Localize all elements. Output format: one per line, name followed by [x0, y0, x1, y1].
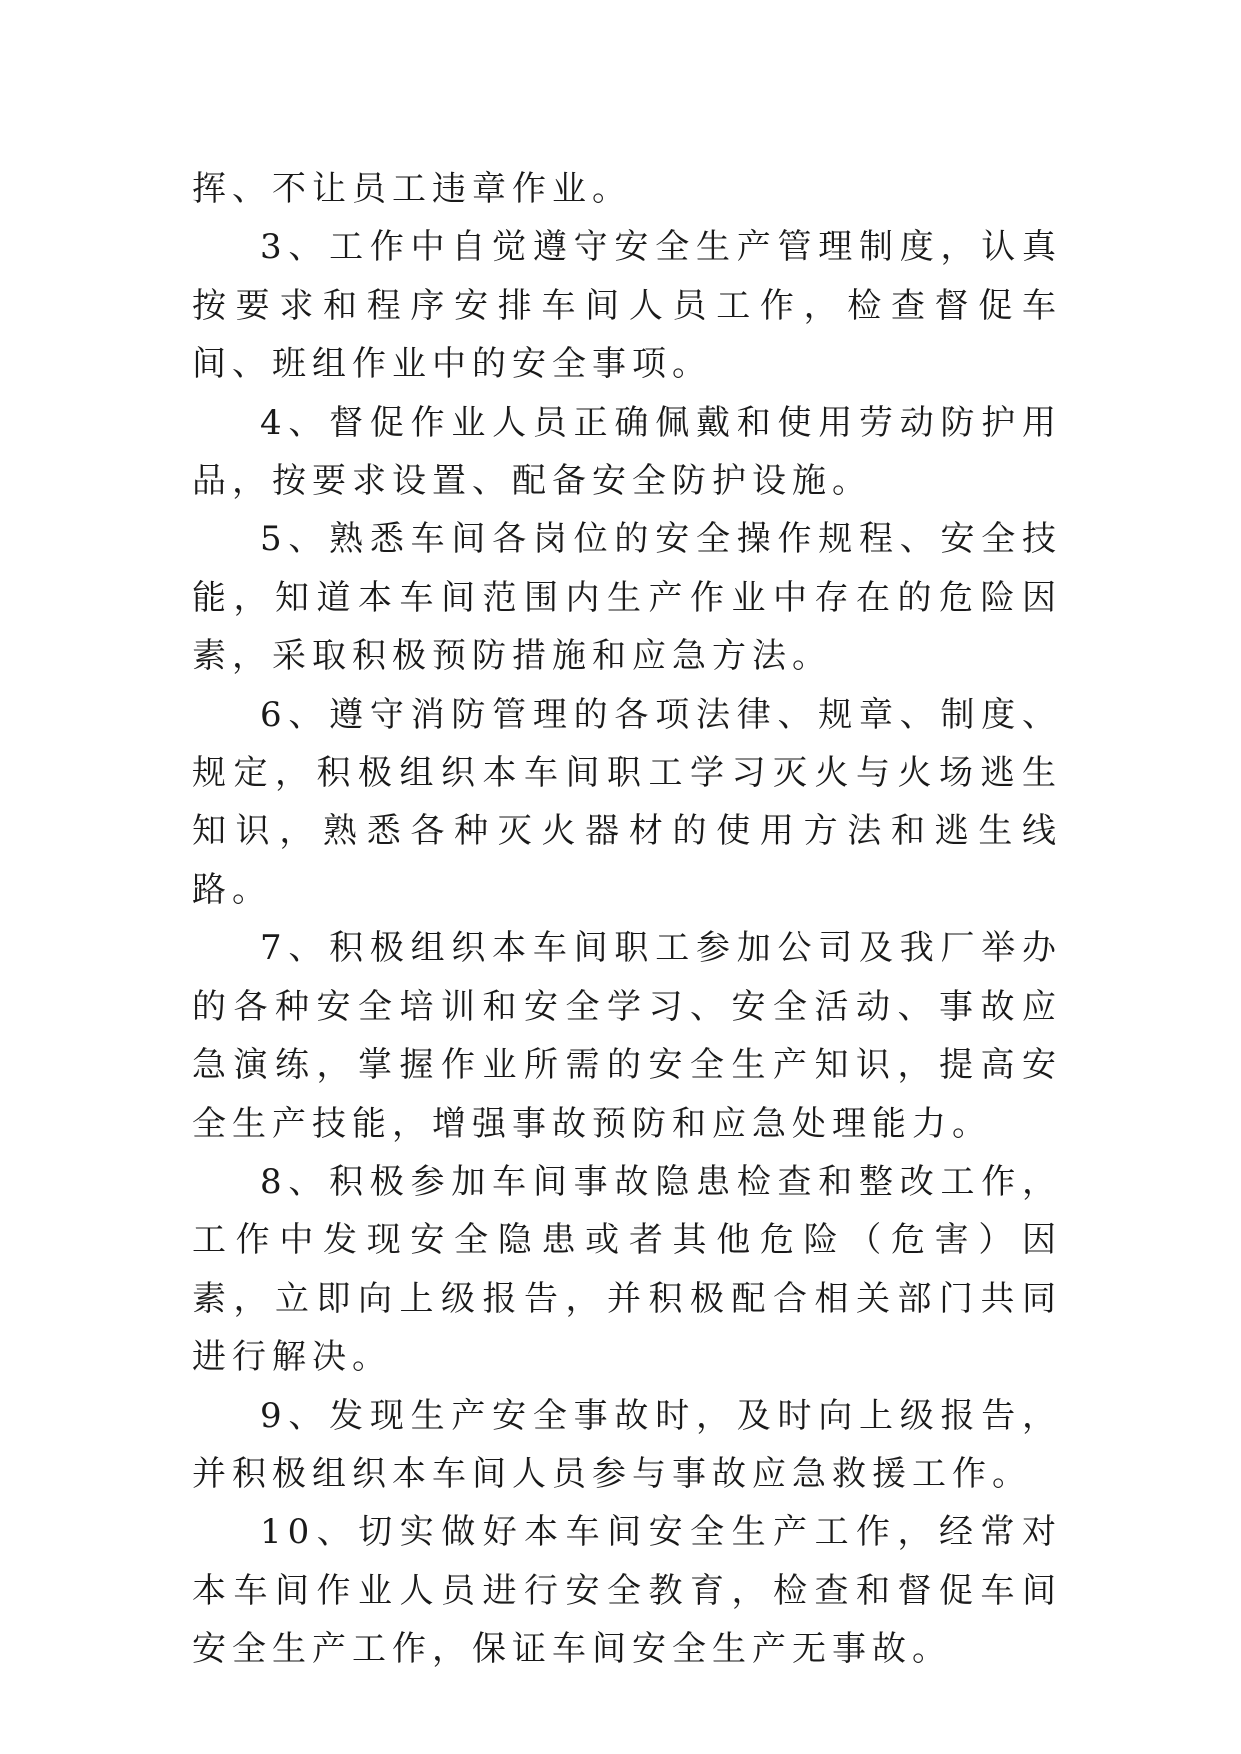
list-item-7: 7、积极组织本车间职工参加公司及我厂举办的各种安全培训和安全学习、安全活动、事故应急演练，掌握作业所需的安全生产知识，提高安全生产技能，增强事故预防和应急处理能力。	[192, 928, 1062, 1144]
document-body	[192, 160, 1062, 1679]
list-item-6: 6、遵守消防管理的各项法律、规章、制度、规定，积极组织本车间职工学习灭火与火场逃生知识，熟悉各种灭火器材的使用方法和逃生线路。	[192, 694, 1062, 910]
list-item-4: 4、督促作业人员正确佩戴和使用劳动防护用品，按要求设置、配备安全防护设施。	[192, 402, 1062, 502]
list-item-9: 9、发现生产安全事故时，及时向上级报告，并积极组织本车间人员参与事故应急救援工作。	[192, 1395, 1062, 1494]
continuation-paragraph: 挥、不让员工违章作业。	[192, 169, 632, 209]
list-item-3: 3、工作中自觉遵守安全生产管理制度，认真按要求和程序安排车间人员工作，检查督促车间、班组作业中的安全事项。	[192, 227, 1062, 385]
list-item-5: 5、熟悉车间各岗位的安全操作规程、安全技能，知道本车间范围内生产作业中存在的危险因素，采取积极预防措施和应急方法。	[192, 519, 1062, 677]
list-item-8: 8、积极参加车间事故隐患检查和整改工作，工作中发现安全隐患或者其他危险（危害）因素，立即向上级报告，并积极配合相关部门共同进行解决。	[192, 1161, 1062, 1378]
list-item-10: 10、切实做好本车间安全生产工作，经常对本车间作业人员进行安全教育，检查和督促车间安全生产工作，保证车间安全生产无事故。	[192, 1512, 1062, 1670]
